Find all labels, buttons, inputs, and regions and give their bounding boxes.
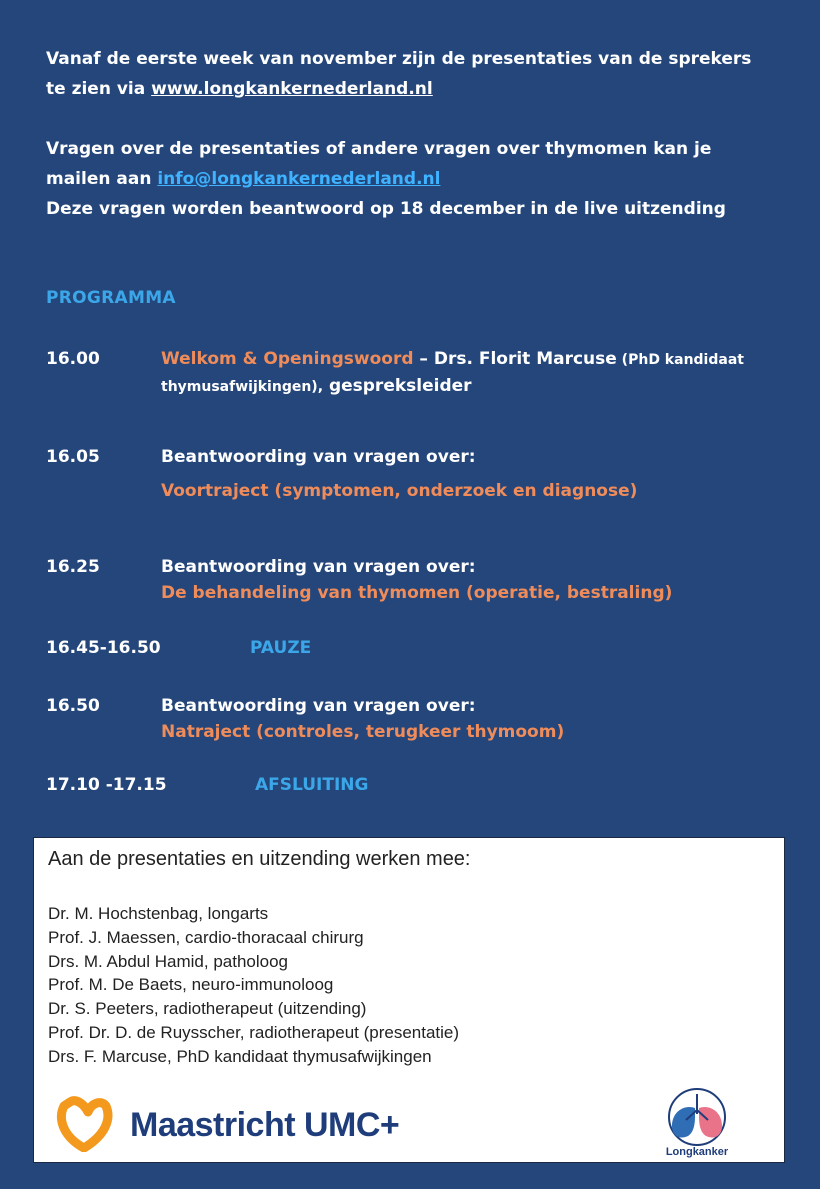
program-heading: PROGRAMMA (46, 288, 176, 308)
intro-text (46, 44, 806, 224)
maastricht-umc-logo (54, 1096, 454, 1152)
contributors-list (48, 902, 459, 1069)
contributors-title: Aan de presentaties en uitzending werken mee: (48, 848, 471, 870)
contributor-item: Dr. M. Hochstenbag, longarts (48, 904, 269, 923)
contributor-item: Prof. J. Maessen, cardio-thoracaal chirurg (48, 927, 364, 947)
mumc-logo-text: Maastricht UMC+ (130, 1106, 400, 1144)
intro-line-3: Vragen over de presentaties of andere vragen over thymomen kan je (46, 139, 712, 159)
intro-line-1: Vanaf de eerste week van november zijn de presentaties van de sprekers (46, 49, 752, 69)
intro-line-4-prefix: mailen aan (46, 169, 158, 189)
contributor-item: Prof. M. De Baets, neuro-immunoloog (48, 975, 334, 995)
website-link[interactable]: www.longkankernederland.nl (151, 79, 433, 99)
program-pause-label: PAUZE (250, 638, 312, 658)
longkanker-logo (654, 1086, 740, 1160)
program-topic: De behandeling van thymomen (operatie, bestraling) (161, 583, 673, 603)
program-speaker: – Drs. Florit Marcuse (413, 349, 617, 369)
longkanker-logo-text: Longkanker (665, 1146, 729, 1158)
contributor-item: Drs. F. Marcuse, PhD kandidaat thymusafwijkingen (48, 1046, 432, 1066)
contributor-item: Prof. Dr. D. de Ruysscher, radiotherapeut (presentatie) (48, 1022, 460, 1042)
program-topic: Natraject (controles, terugkeer thymoom) (161, 722, 565, 742)
lungs-icon (654, 1086, 740, 1148)
program-content (161, 554, 806, 606)
program-topic: Voortraject (symptomen, onderzoek en diagnose) (161, 481, 638, 501)
intro-line-4 (46, 164, 806, 194)
intro-line-2 (46, 74, 806, 104)
program-speaker-note: (PhD kandidaat (616, 352, 744, 368)
program-content (161, 693, 806, 745)
mumc-heart-icon (54, 1096, 120, 1152)
intro-line-2-prefix: te zien via (46, 79, 152, 99)
program-time: 16.25 (46, 557, 100, 577)
program-speaker-role: gespreksleider (323, 376, 472, 396)
program-time: 16.00 (46, 349, 100, 369)
email-link[interactable]: info@longkankernederland.nl (157, 169, 441, 189)
program-content (161, 444, 806, 504)
intro-line-5: Deze vragen worden beantwoord op 18 december in de live uitzending (46, 199, 726, 219)
program-time: 17.10 -17.15 (46, 775, 167, 795)
contributor-item: Dr. S. Peeters, radiotherapeut (uitzending) (48, 999, 367, 1019)
program-time: 16.50 (46, 696, 100, 716)
program-line: Beantwoording van vragen over: (161, 557, 476, 577)
program-line: Beantwoording van vragen over: (161, 447, 476, 467)
program-time: 16.45-16.50 (46, 638, 161, 658)
program-closing-label: AFSLUITING (255, 775, 369, 795)
program-title: Welkom & Openingswoord (161, 349, 414, 369)
program-line: Beantwoording van vragen over: (161, 696, 476, 716)
contributor-item: Drs. M. Abdul Hamid, patholoog (48, 951, 289, 971)
program-time: 16.05 (46, 447, 100, 467)
contributors-box (33, 837, 785, 1163)
program-content (161, 346, 806, 400)
program-speaker-note-2: thymusafwijkingen), (161, 379, 324, 395)
